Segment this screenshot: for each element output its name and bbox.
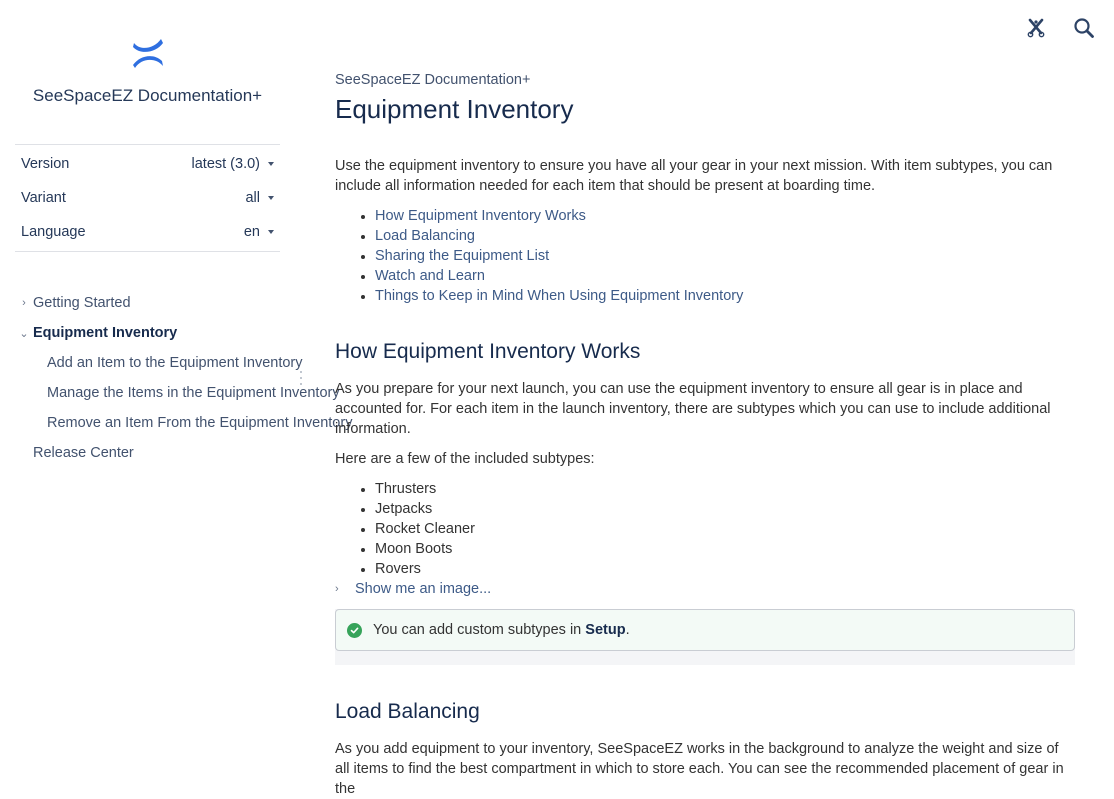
table-of-contents (335, 206, 1075, 306)
variant-selector[interactable] (15, 181, 280, 215)
info-panel-wrapper (335, 609, 1075, 665)
list-item: Moon Boots (359, 539, 1075, 559)
chevron-right-icon[interactable]: › (22, 297, 26, 309)
caret-down-icon (268, 196, 274, 200)
toc-link-how-it-works[interactable]: How Equipment Inventory Works (375, 208, 586, 224)
search-icon[interactable] (1072, 16, 1096, 40)
version-label: Version (21, 156, 70, 172)
version-selector[interactable] (15, 147, 280, 181)
section-paragraph: As you add equipment to your inventory, SeeSpaceEZ works in the background to analyze the weight and size of all items to find the best compartment in which to store each. You can see the recommended placement of gear in the (335, 741, 1064, 797)
expand-label[interactable]: Show me an image... (355, 581, 492, 597)
sidebar-resize-handle[interactable] (300, 371, 304, 385)
space-title[interactable]: SeeSpaceEZ Documentation+ (32, 86, 263, 105)
tree-item-getting-started[interactable]: › Getting Started (15, 288, 285, 318)
confluence-logo-icon[interactable] (130, 35, 166, 69)
toc-item (359, 206, 1075, 226)
subtypes-intro: Here are a few of the included subtypes: (335, 451, 595, 467)
check-circle-icon (347, 623, 362, 638)
variant-label: Variant (21, 190, 66, 206)
tree-item-release-center[interactable]: Release Center (33, 445, 134, 461)
variant-value: all (245, 190, 260, 206)
toc-link-things-to-keep[interactable]: Things to Keep in Mind When Using Equipment Inventory (375, 288, 744, 304)
toc-link-load-balancing[interactable]: Load Balancing (375, 228, 475, 244)
tree-item-equipment-inventory[interactable]: ⌄ Equipment Inventory (15, 318, 285, 348)
tree-item-manage-items[interactable]: Manage the Items in the Equipment Inventory (47, 385, 340, 401)
toc-link-watch-learn[interactable]: Watch and Learn (375, 268, 485, 284)
intro-paragraph: Use the equipment inventory to ensure you have all your gear in your next mission. With item subtypes, you can include all information needed for each item that should be present at boarding time. (335, 158, 1053, 194)
list-item: Thrusters (359, 479, 1075, 499)
section-heading-how-it-works: How Equipment Inventory Works (335, 340, 641, 363)
list-item: Jetpacks (359, 499, 1075, 519)
toc-item (359, 246, 1075, 266)
language-value: en (243, 224, 260, 240)
section-paragraph: As you prepare for your next launch, you can use the equipment inventory to ensure all gear is in place and accounted for. For each item in the launch inventory, there are subtypes which you can use to include additional information. (335, 381, 1051, 437)
tree-item-remove-item[interactable]: Remove an Item From the Equipment Inventory (47, 415, 353, 431)
page-tree (15, 288, 353, 468)
list-item: Rocket Cleaner (359, 519, 1075, 539)
caret-down-icon (268, 230, 274, 234)
toc-item (359, 226, 1075, 246)
language-selector[interactable] (15, 215, 280, 249)
top-toolbar (1024, 16, 1096, 40)
subtypes-list (335, 479, 1075, 579)
scissors-icon[interactable] (1024, 16, 1048, 40)
language-label: Language (21, 224, 86, 240)
caret-down-icon (268, 162, 274, 166)
version-value: latest (3.0) (191, 156, 260, 172)
chevron-right-icon: › (335, 583, 339, 595)
toc-link-sharing[interactable]: Sharing the Equipment List (375, 248, 550, 264)
expand-show-image[interactable] (335, 579, 1075, 599)
version-selectors (15, 144, 280, 252)
main-content (335, 70, 1075, 799)
tree-item-add-item[interactable]: Add an Item to the Equipment Inventory (47, 355, 303, 371)
list-item: Rovers (359, 559, 1075, 579)
success-panel (335, 609, 1075, 651)
section-heading-load-balancing: Load Balancing (335, 700, 480, 723)
sidebar (0, 0, 353, 742)
toc-item (359, 266, 1075, 286)
page-title: Equipment Inventory (335, 94, 574, 124)
panel-text: You can add custom subtypes in Setup. (373, 622, 630, 638)
breadcrumb[interactable]: SeeSpaceEZ Documentation+ (335, 72, 531, 88)
toc-item (359, 286, 1075, 306)
panel-bold-setup: Setup (585, 622, 626, 638)
chevron-down-icon[interactable]: ⌄ (19, 327, 29, 340)
